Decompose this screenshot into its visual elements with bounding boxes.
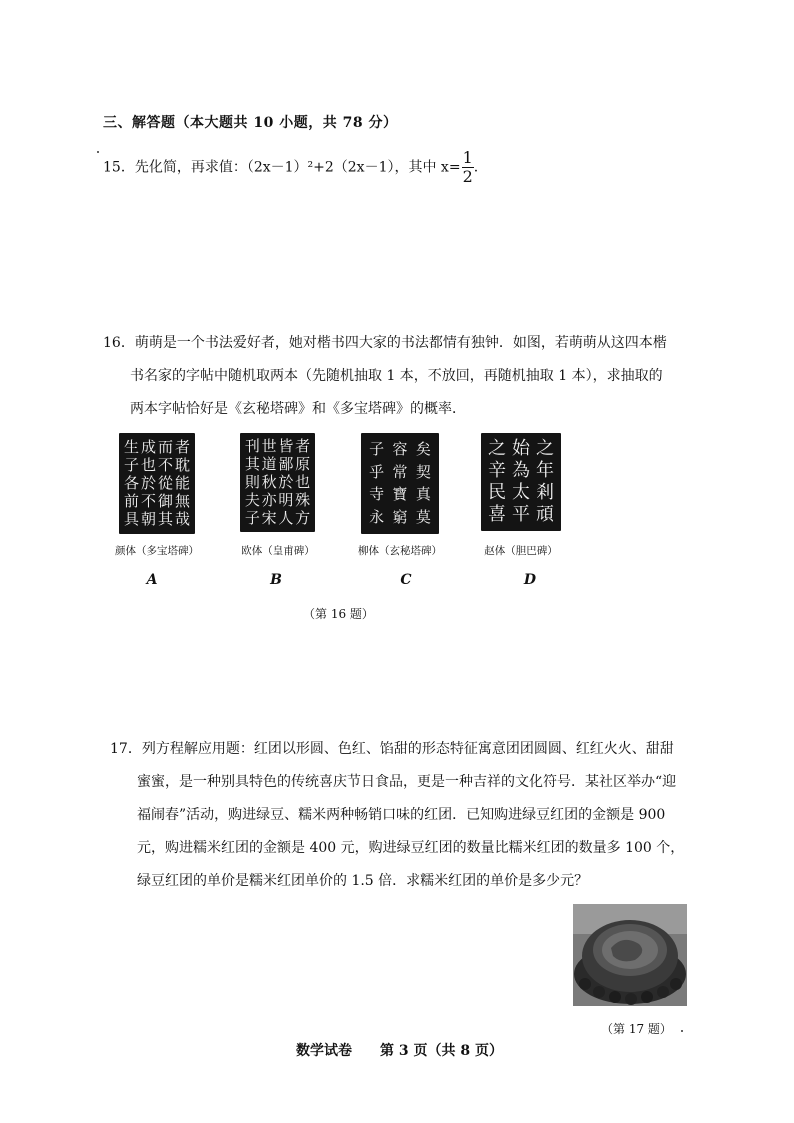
page-footer: 数学试卷 第 3 页（共 8 页） [296,1043,503,1059]
question-16-line: 书名家的字帖中随机取两本（先随机抽取 1 本，不放回，再随机抽取 1 本），求抽取的 [130,368,663,384]
question-17 [110,733,720,898]
figure-caption-17: （第 17 题） [601,1022,672,1036]
image-caption-c: 柳体（玄秘塔碑） [358,545,442,557]
option-label-c: C [400,572,412,588]
figure-caption-16: （第 16 题） [303,607,374,621]
option-label-d: D [523,572,537,588]
question-17-line: 元，购进糯米红团的金额是 400 元，购进绿豆红团的数量比糯米红团的数量多 100 个， [137,840,685,856]
question-16-line: 两本字帖恰好是《玄秘塔碑》和《多宝塔碑》的概率． [130,401,466,417]
question-15-end: . [473,159,479,176]
calligraphy-image-b: 者 原 也 殊 方 皆 鄙 於 明 人 世 道 秋 亦 宋 刊 其 則 夫 子 [240,433,315,532]
image-caption-b: 欧体（皇甫碑） [241,545,315,557]
image-caption-d: 赵体（胆巴碑） [484,545,558,557]
calligraphy-image-c: 矣 契 真 莫 容 常 寶 窮 子 乎 寺 永 [361,433,439,534]
question-17-line: 蜜蜜，是一种别具特色的传统喜庆节日食品，更是一种吉祥的文化符号．某社区举办“迎 [137,774,677,790]
fraction-one-half [462,150,474,185]
question-17-line: 福闹春”活动，购进绿豆、糯米两种畅销口味的红团．已知购进绿豆红团的金额是 900 [137,807,666,823]
fraction-numerator: 1 [462,148,473,167]
section-title: 三、解答题（本大题共 10 小题，共 78 分） [103,115,398,131]
option-label-a: A [146,572,158,588]
question-17-line: 绿豆红团的单价是糯米红团单价的 1.5 倍．求糯米红团的单价是多少元？ [137,873,589,889]
image-caption-a: 颜体（多宝塔碑） [115,545,199,557]
question-16 [103,327,718,426]
scan-speck [97,151,99,153]
calligraphy-image-d: 之 年 剎 頑 始 為 太 平 之 辛 民 喜 [481,433,561,531]
fraction-denominator: 2 [462,167,473,186]
question-16-line: 16．萌萌是一个书法爱好者，她对楷书四大家的书法都情有独钟．如图，若萌萌从这四本楷 [103,335,667,351]
question-17-line: 17．列方程解应用题：红团以形圆、色红、馅甜的形态特征寓意团团圆圆、红红火火、甜甜 [110,741,674,757]
option-label-b: B [270,572,282,588]
question-15-text: 15．先化简，再求值：（2x－1）²+2（2x－1），其中 x= [103,159,461,176]
red-tuan-photo [573,904,687,1006]
question-15 [103,150,478,185]
scan-speck [681,1030,683,1032]
calligraphy-image-a: 者 耽 能 無 哉 而 不 從 御 其 成 也 於 不 朝 生 子 各 前 具 [119,433,195,534]
